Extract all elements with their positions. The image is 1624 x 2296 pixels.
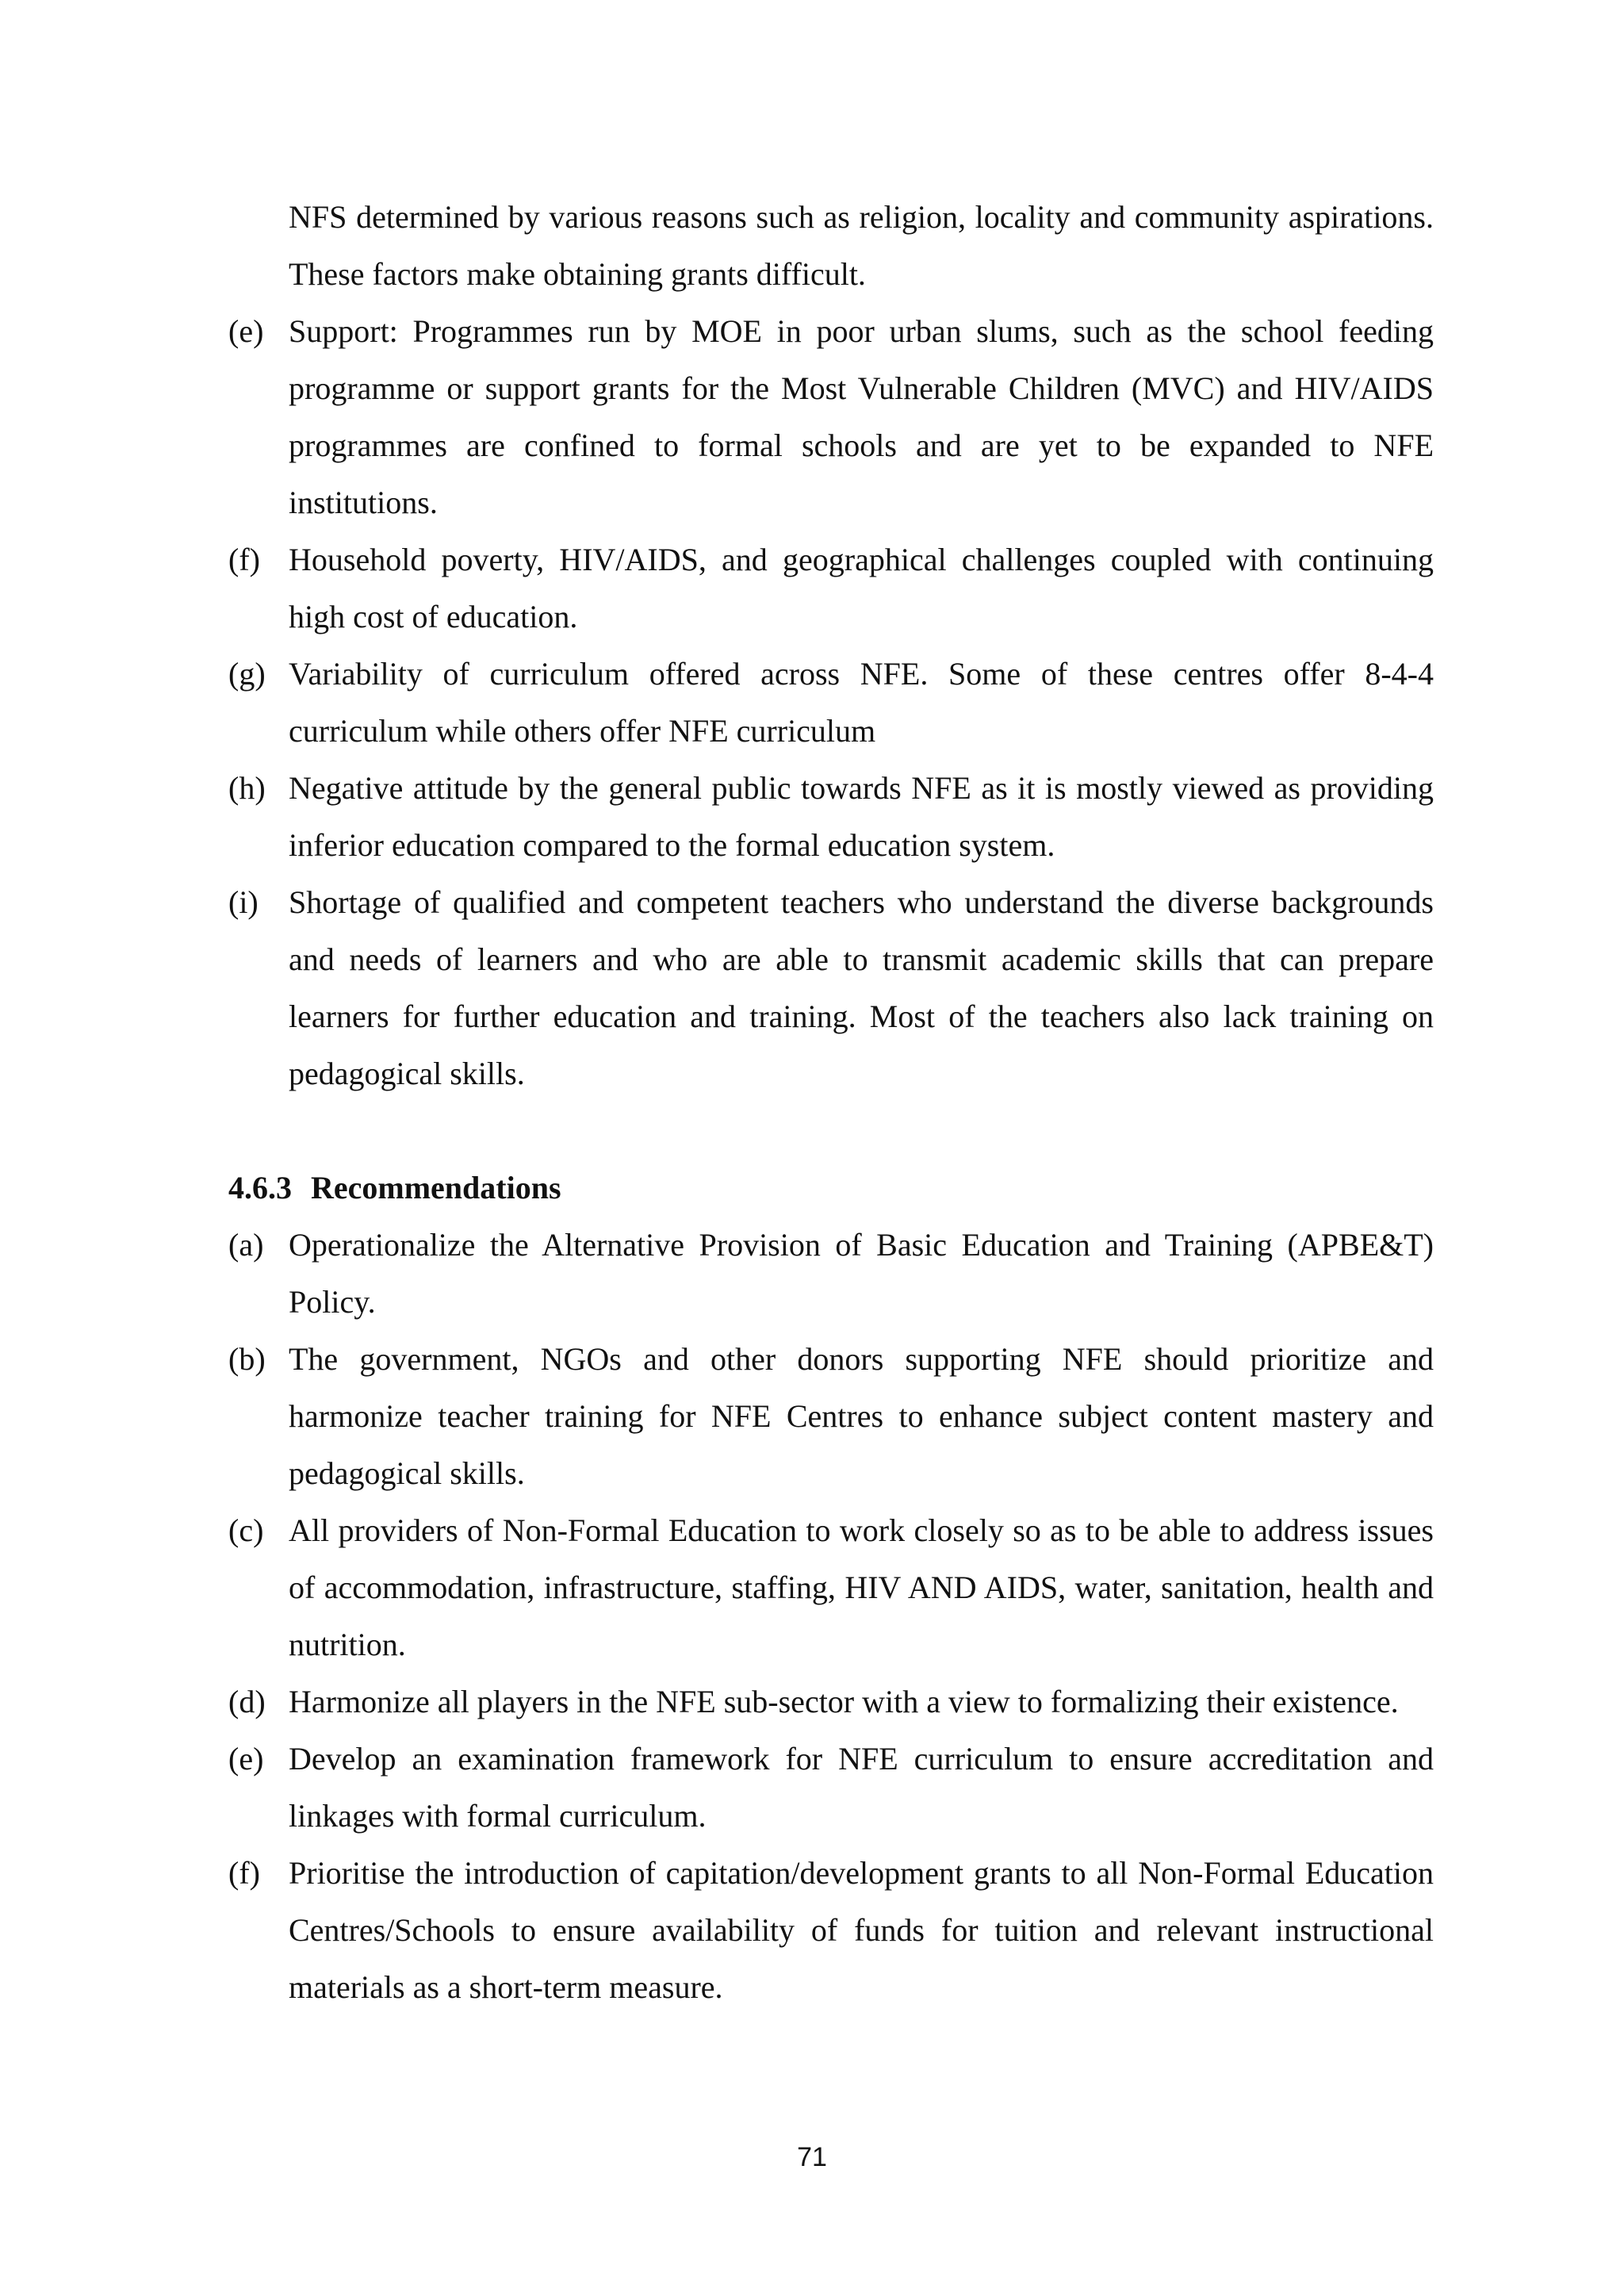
list-item-text: Develop an examination framework for NFE curriculum to ensure accreditation and linkages with formal curriculum. [289, 1741, 1434, 1834]
list-item-text: Operationalize the Alternative Provision of Basic Education and Training (APBE&T) Policy. [289, 1227, 1434, 1320]
list-item-text: The government, NGOs and other donors supporting NFE should prioritize and harmonize teacher training for NFE Centres to enhance subject content mastery and pedagogical skills. [289, 1341, 1434, 1491]
list-item [228, 874, 1434, 1102]
list-item-text: All providers of Non-Formal Education to work closely so as to be able to address issues of accommodation, infrastructure, staffing, HIV AND AIDS, water, sanitation, health and nutrition. [289, 1512, 1434, 1662]
list-item-label: (h) [228, 770, 266, 806]
list-item [228, 1331, 1434, 1502]
list-item-label: (c) [228, 1512, 264, 1548]
list-item [228, 1731, 1434, 1845]
list-item-text: Negative attitude by the general public towards NFE as it is mostly viewed as providing inferior education compared to the formal education system. [289, 770, 1434, 863]
page-number: 71 [797, 2142, 827, 2172]
list-item-text: Shortage of qualified and competent teachers who understand the diverse backgrounds and needs of learners and who are able to transmit academic skills that can prepare learners for further education and training. Most of the teachers also lack training on pedagogical skills. [289, 884, 1434, 1091]
list-item-label: (b) [228, 1341, 266, 1377]
list-item [228, 1845, 1434, 2016]
list-item [228, 1673, 1434, 1731]
section-title: Recommendations [311, 1170, 561, 1205]
recommendations-list [228, 1217, 1434, 2016]
list-item-label: (d) [228, 1684, 266, 1719]
list-item-label: (f) [228, 1855, 260, 1891]
section-heading [228, 1159, 1434, 1217]
list-item [228, 760, 1434, 874]
list-item-text: Household poverty, HIV/AIDS, and geographical challenges coupled with continuing high cost of education. [289, 542, 1434, 634]
list-item [228, 1502, 1434, 1673]
section-number: 4.6.3 [228, 1170, 292, 1205]
list-item-text: Support: Programmes run by MOE in poor urban slums, such as the school feeding programme or support grants for the Most Vulnerable Children (MVC) and HIV/AIDS programmes are confined to formal schools and are yet to be expanded to NFE institutions. [289, 313, 1434, 520]
continuation-paragraph: NFS determined by various reasons such as religion, locality and community aspirations. These factors make obtaining grants difficult. [289, 199, 1434, 292]
list-item-text: Prioritise the introduction of capitation/development grants to all Non-Formal Education Centres/Schools to ensure availability of funds for tuition and relevant instructional materials as a short-term measure. [289, 1855, 1434, 2005]
list-item [228, 303, 1434, 531]
list-item-label: (g) [228, 656, 266, 692]
list-item-label: (e) [228, 313, 264, 349]
list-item-label: (a) [228, 1227, 264, 1263]
list-item [228, 646, 1434, 760]
list-item-label: (f) [228, 542, 260, 577]
challenges-list [228, 303, 1434, 1102]
list-item-label: (i) [228, 884, 259, 920]
list-item-text: Harmonize all players in the NFE sub-sector with a view to formalizing their existence. [289, 1684, 1399, 1719]
list-item-text: Variability of curriculum offered across NFE. Some of these centres offer 8-4-4 curriculum while others offer NFE curriculum [289, 656, 1434, 749]
list-item [228, 531, 1434, 646]
list-item-label: (e) [228, 1741, 264, 1777]
document-page [228, 189, 1434, 2016]
list-item [228, 1217, 1434, 1331]
